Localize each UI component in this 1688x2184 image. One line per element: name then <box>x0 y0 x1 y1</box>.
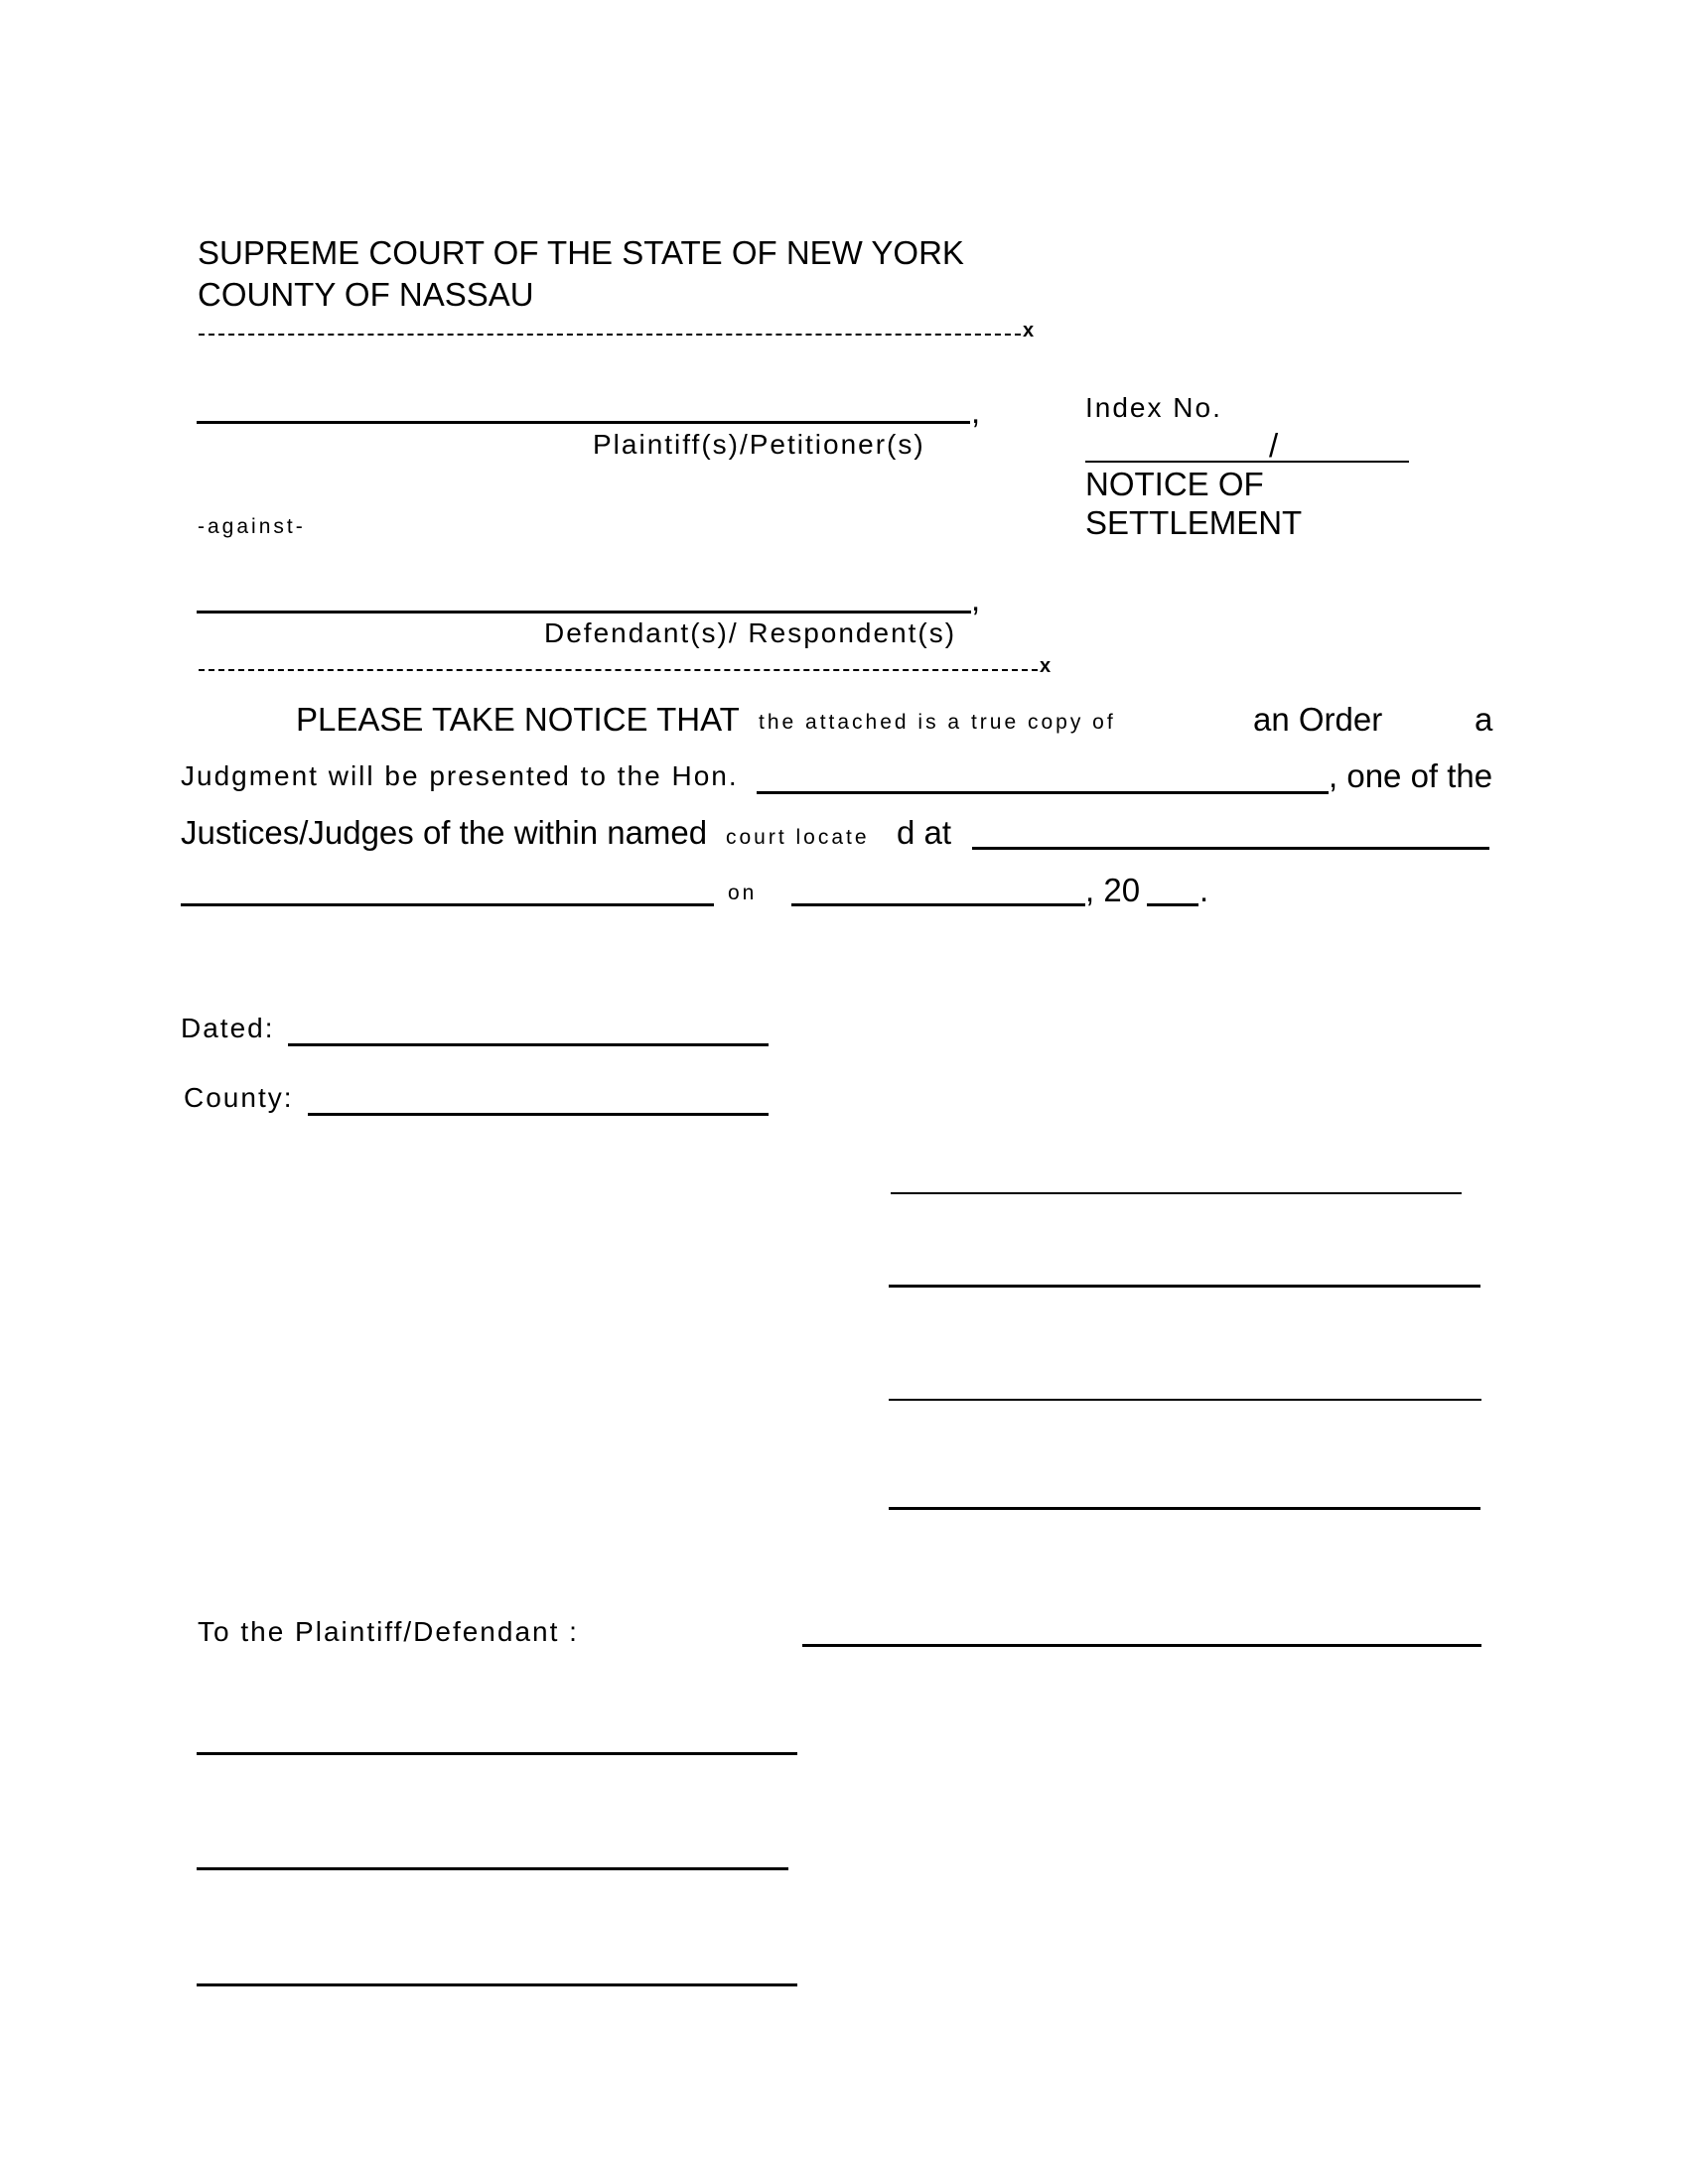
signature-line-2[interactable] <box>889 1285 1480 1288</box>
on-text: on <box>728 882 758 904</box>
against-label: -against- <box>198 515 306 538</box>
signature-line-1[interactable] <box>891 1192 1462 1194</box>
notice-title-line2: SETTLEMENT <box>1085 504 1303 541</box>
county-label: County: <box>184 1082 294 1113</box>
court-location-field[interactable] <box>972 847 1489 850</box>
one-of-the-text: , one of the <box>1329 757 1493 794</box>
judge-name-field[interactable] <box>757 791 1329 794</box>
defendant-comma: , <box>971 581 981 617</box>
plaintiff-name-field[interactable] <box>197 421 970 424</box>
caption-top-divider <box>199 334 1021 336</box>
defendant-label: Defendant(s)/ Respondent(s) <box>544 617 957 648</box>
caption-bottom-x: x <box>1040 655 1052 677</box>
signature-line-4[interactable] <box>889 1507 1480 1510</box>
index-no-field[interactable] <box>1085 461 1409 463</box>
year-field[interactable] <box>1147 903 1198 906</box>
order-text: an Order <box>1253 701 1383 738</box>
date-field[interactable] <box>791 903 1085 906</box>
index-no-label: Index No. <box>1085 392 1222 423</box>
attached-text: the attached is a true copy of <box>759 711 1116 734</box>
county-title: COUNTY OF NASSAU <box>198 276 534 313</box>
address-line-1[interactable] <box>197 1752 797 1755</box>
to-party-label: To the Plaintiff/Defendant : <box>198 1616 579 1647</box>
sentence-period: . <box>1199 872 1209 908</box>
justices-text: Justices/Judges of the within named <box>181 814 708 851</box>
notice-intro: PLEASE TAKE NOTICE THAT <box>296 701 740 738</box>
to-party-name-field[interactable] <box>802 1644 1481 1647</box>
address-line-3[interactable] <box>197 1983 797 1986</box>
signature-line-3[interactable] <box>889 1399 1481 1401</box>
county-field[interactable] <box>308 1113 769 1116</box>
index-no-slash: / <box>1269 427 1279 464</box>
plaintiff-comma: , <box>971 393 981 430</box>
location-continued-field[interactable] <box>181 903 714 906</box>
court-title: SUPREME COURT OF THE STATE OF NEW YORK <box>198 234 964 271</box>
year-prefix: , 20 <box>1085 872 1141 908</box>
caption-bottom-divider <box>199 669 1038 671</box>
dated-label: Dated: <box>181 1013 275 1043</box>
caption-top-x: x <box>1023 320 1035 341</box>
plaintiff-label: Plaintiff(s)/Petitioner(s) <box>593 429 925 460</box>
judgment-text: Judgment will be presented to the Hon. <box>181 760 739 791</box>
defendant-name-field[interactable] <box>197 611 971 614</box>
address-line-2[interactable] <box>197 1867 788 1870</box>
notice-title-line1: NOTICE OF <box>1085 466 1264 502</box>
dated-field[interactable] <box>288 1043 769 1046</box>
d-at-text: d at <box>897 814 952 851</box>
court-located-text: court locate <box>726 826 870 849</box>
article-a: a <box>1475 701 1493 738</box>
